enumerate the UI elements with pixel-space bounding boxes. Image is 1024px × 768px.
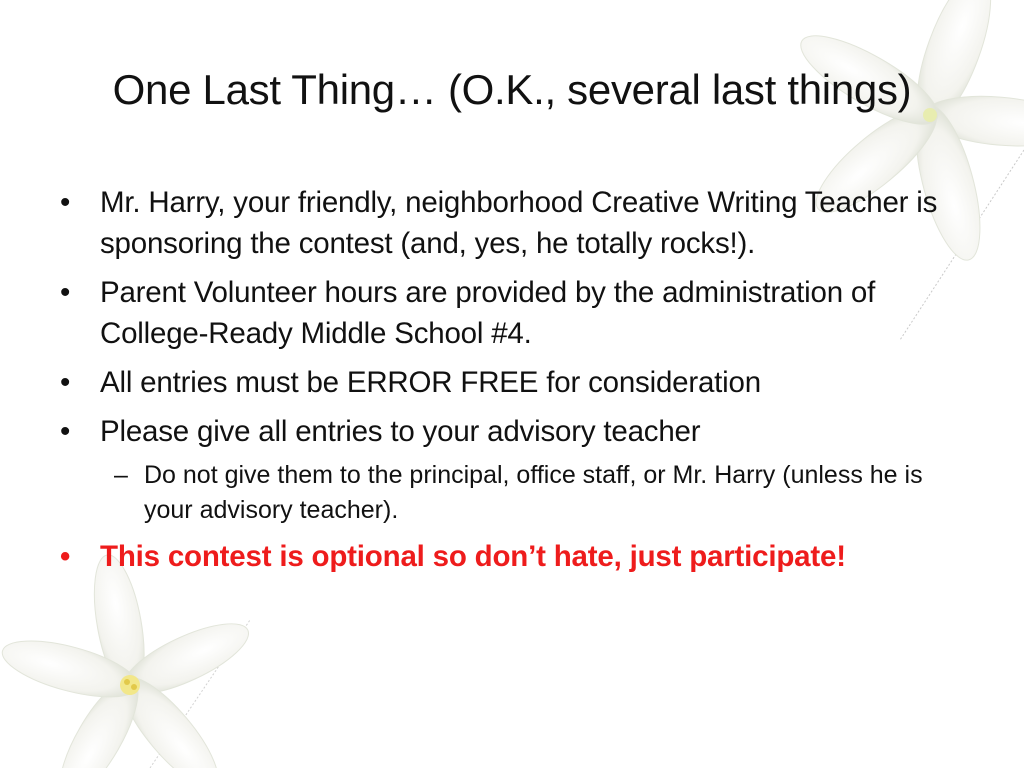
sub-bullet-item [100,458,978,528]
bullet-marker: • [60,276,71,309]
bullet-item [58,411,978,452]
bullet-item [58,272,978,354]
bullet-text: All entries must be ERROR FREE for consideration [100,366,761,399]
highlight-bullet-item [58,536,978,577]
bullet-text: Mr. Harry, your friendly, neighborhood Creative Writing Teacher is sponsoring the contest (and, yes, he totally rocks!). [100,186,938,260]
sub-bullet-marker: – [114,461,128,489]
bullet-marker: • [60,366,71,399]
bullet-marker: • [60,540,71,573]
highlight-bullet-text: This contest is optional so don’t hate, just participate! [100,540,846,573]
slide-title: One Last Thing… (O.K., several last things) [112,66,912,113]
sub-bullet-text: Do not give them to the principal, office staff, or Mr. Harry (unless he is your advisory teacher). [144,461,923,524]
bullet-text: Please give all entries to your advisory teacher [100,415,701,448]
bullet-marker: • [60,415,71,448]
bullet-item [58,362,978,403]
bullet-text: Parent Volunteer hours are provided by the administration of College-Ready Middle School #4. [100,276,876,350]
bullet-list [58,182,978,585]
bullet-item [58,182,978,264]
bullet-marker: • [60,186,71,219]
